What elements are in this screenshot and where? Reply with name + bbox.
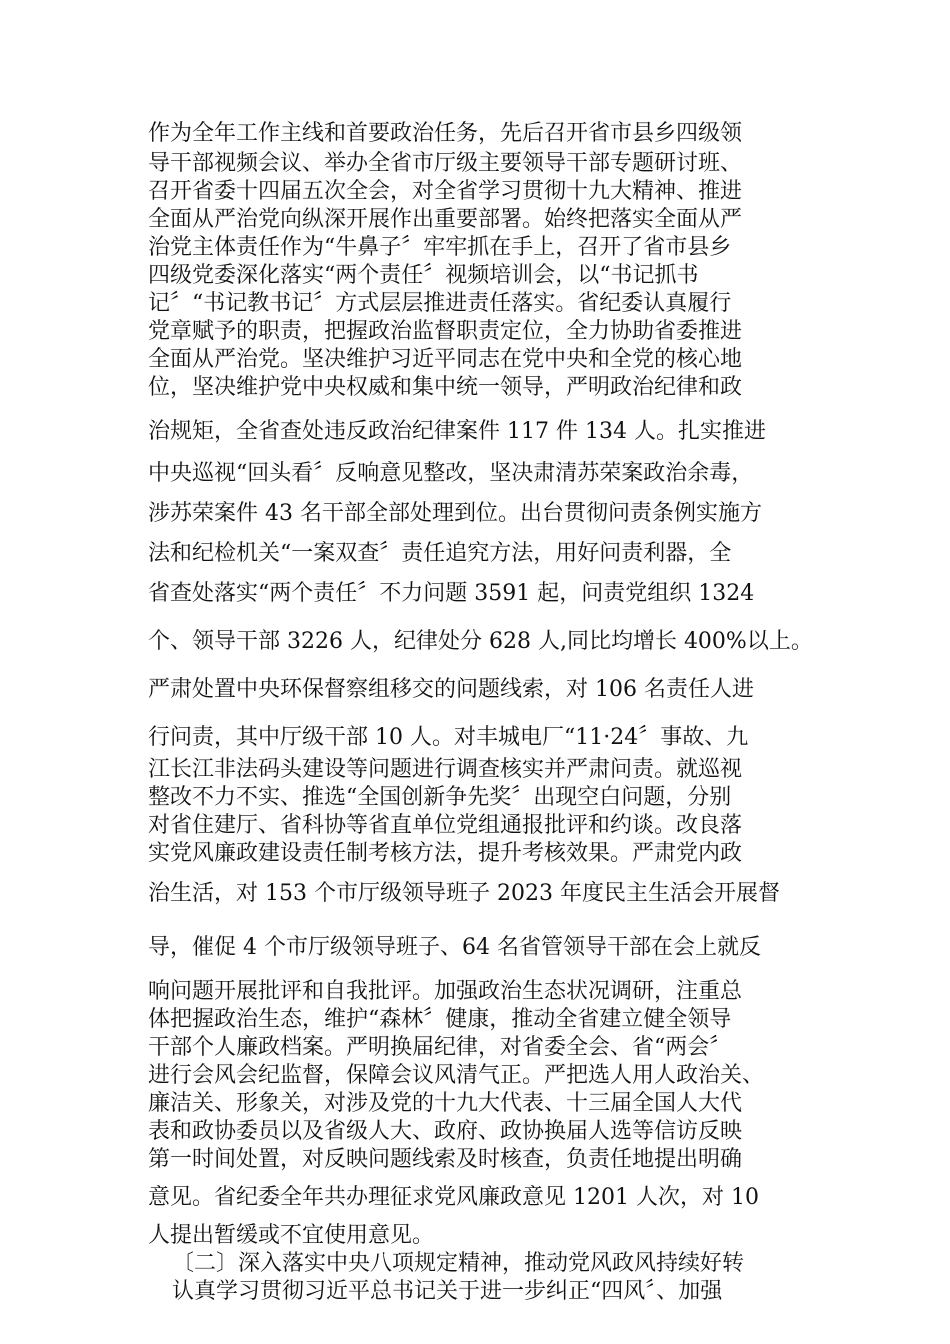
body-text-line: 实党风廉政建设责任制考核方法，提升考核效果。严肃党内政 [148,841,743,866]
body-text-line: 导干部视频会议、举办全省市厅级主要领导干部专题研讨班、 [148,151,743,176]
body-text-line: 全面从严治党。坚决维护习近平同志在党中央和全党的核心地 [148,347,743,372]
body-text-line: 四级党委深化落实“两个责任〞视频培训会，以“书记抓书 [148,263,699,288]
body-text-line: 全面从严治党向纵深开展作出重要部署。始终把落实全面从严 [148,207,743,232]
body-text-line: 召开省委十四届五次全会，对全省学习贯彻十九大精神、推进 [148,179,743,204]
body-text-line: 对省住建厅、省科协等省直单位党组通报批评和约谈。改良落 [148,813,743,838]
body-text-line: 导，催促 4 个市厅级领导班子、64 名省管领导干部在会上就反 [148,935,761,960]
section-heading: 〔二〕深入落实中央八项规定精神，推动党风政风持续好转 [172,1251,745,1276]
body-text-line: 人提出暂缓或不宜使用意见。 [148,1223,435,1248]
body-text-line: 意见。省纪委全年共办理征求党风廉政意见 1201 人次，对 10 [148,1185,759,1210]
body-text-line: 个、领导干部 3226 人，纪律处分 628 人,同比均增长 400%以上。 [148,629,813,654]
body-text-line: 作为全年工作主线和首要政治任务，先后召开省市县乡四级领 [148,121,743,146]
body-text-line: 整改不力不实、推选“全国创新争先奖〞出现空白问题，分别 [148,785,732,810]
body-text-line: 治规矩，全省查处违反政治纪律案件 117 件 134 人。扎实推进 [148,419,766,444]
body-text-line: 记〞“书记教书记〞方式层层推进责任落实。省纪委认真履行 [148,291,732,316]
body-text-line: 廉洁关、形象关，对涉及党的十九大代表、十三届全国人大代 [148,1091,743,1116]
body-text-line: 法和纪检机关“一案双查〞责任追究方法，用好问责利器，全 [148,541,732,566]
body-text-line: 表和政协委员以及省级人大、政府、政协换届人选等信访反映 [148,1119,743,1144]
body-text-line: 认真学习贯彻习近平总书记关于进一步纠正“四风〞、加强 [172,1279,723,1304]
body-text-line: 治党主体责任作为“牛鼻子〞牢牢抓在手上，召开了省市县乡 [148,235,732,260]
body-text-line: 体把握政治生态，维护“森林〞健康，推动全省建立健全领导 [148,1007,732,1032]
body-text-line: 涉苏荣案件 43 名干部全部处理到位。出台贯彻问责条例实施方 [148,501,762,526]
body-text-line: 党章赋予的职责，把握政治监督职责定位，全力协助省委推进 [148,319,743,344]
body-text-line: 中央巡视“回头看〞反响意见整改，坚决肃清苏荣案政治余毒， [148,461,754,486]
body-text-line: 严肃处置中央环保督察组移交的问题线索，对 106 名责任人进 [148,677,754,702]
body-text-line: 治生活，对 153 个市厅级领导班子 2023 年度民主生活会开展督 [148,881,780,906]
body-text-line: 第一时间处置，对反映问题线索及时核查，负责任地提出明确 [148,1147,743,1172]
body-text-line: 省查处落实“两个责任〞不力问题 3591 起，问责党组织 1324 [148,581,755,606]
body-text-line: 进行会风会纪监督，保障会议风清气正。严把选人用人政治关、 [148,1063,765,1088]
body-text-line: 行问责，其中厅级干部 10 人。对丰城电厂“11·24〞事故、九 [148,725,749,750]
body-text-line: 干部个人廉政档案。严明换届纪律，对省委全会、省“两会〞 [148,1035,732,1060]
body-text-line: 响问题开展批评和自我批评。加强政治生态状况调研，注重总 [148,979,743,1004]
body-text-line: 位，坚决维护党中央权威和集中统一领导，严明政治纪律和政 [148,375,743,400]
body-text-line: 江长江非法码头建设等问题进行调查核实并严肃问责。就巡视 [148,757,743,782]
